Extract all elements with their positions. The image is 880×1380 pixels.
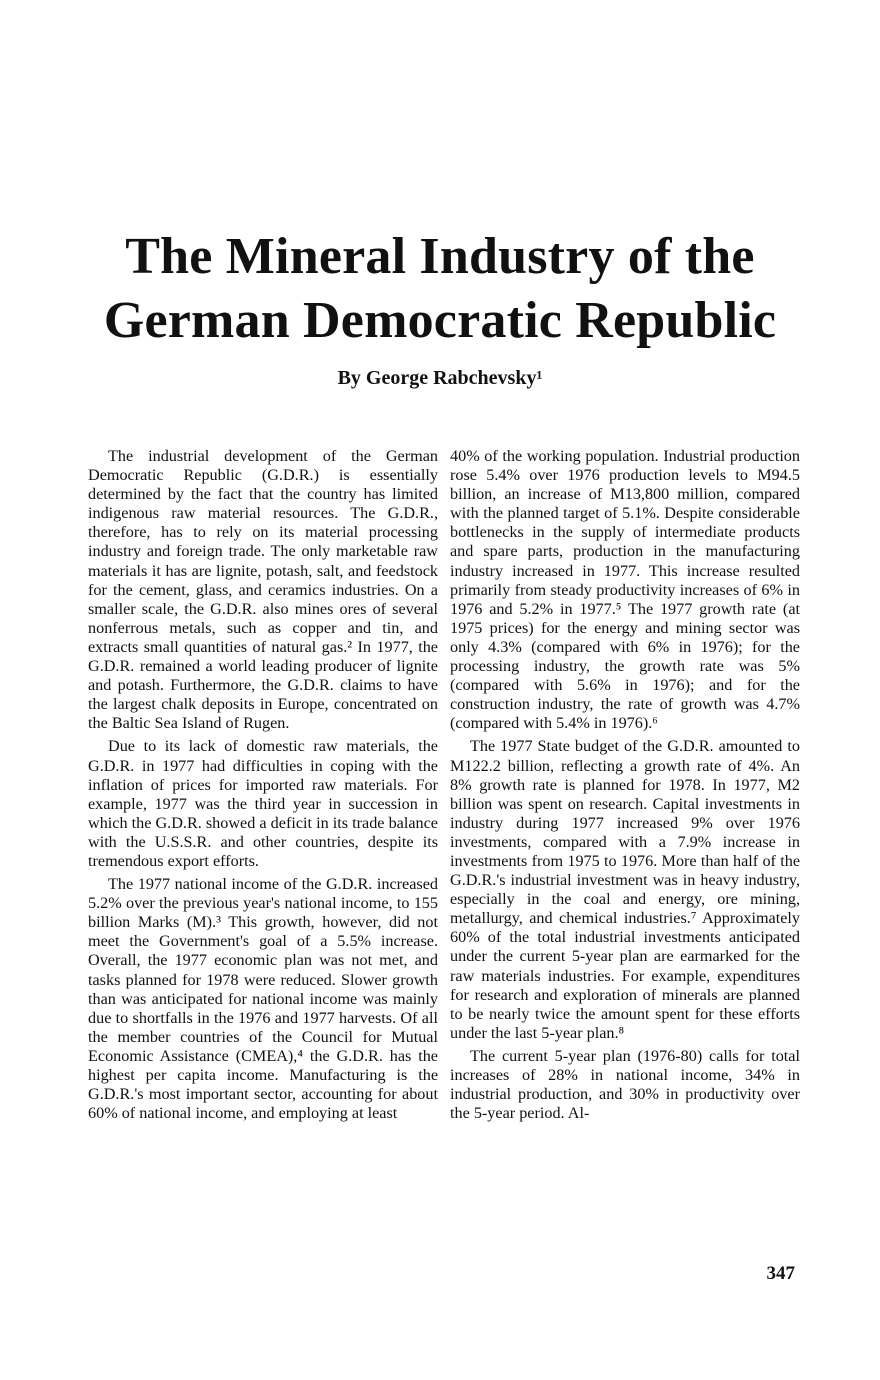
paragraph-state-budget: The 1977 State budget of the G.D.R. amounted to M122.2 billion, reflecting a growth rate of 4%. An 8% growth rate is planned for 1978. In 1977, M2 billion was spent on research. Capital investments in industry during 1977 increased 9% over 1976 investments, compared with a 7.9% increase in investments from 1975 to 1976. More than half of the G.D.R.'s industrial investment was in heavy industry, especially in the coal and energy, ore mining, metallurgy, and chemical industries.⁷ Approximately 60% of the total industrial investments anticipated under the current 5-year plan are earmarked for the raw materials industries. For example, expenditures for research and exploration of minerals are planned to be nearly twice the amount spent for these efforts under the last 5-year plan.⁸ xyxy=(450,737,800,1042)
left-column xyxy=(88,447,438,1123)
title-line-2: German Democratic Republic xyxy=(103,292,777,349)
author-byline: By George Rabchevsky¹ xyxy=(337,367,543,389)
paragraph-raw-materials: Due to its lack of domestic raw materials, the G.D.R. in 1977 had difficulties in coping with the inflation of prices for imported raw materials. For example, 1977 was the third year in succession in which the G.D.R. showed a deficit in its trade balance with the U.S.S.R. and other countries, despite its tremendous export efforts. xyxy=(88,737,438,870)
paragraph-intro: The industrial development of the German Democratic Republic (G.D.R.) is essentially determined by the fact that the country has limited indigenous raw material resources. The G.D.R., therefore, has to rely on its material processing industry and foreign trade. The only marketable raw materials it has are lignite, potash, salt, and feedstock for the cement, glass, and ceramics industries. On a smaller scale, the G.D.R. also mines ores of several nonferrous metals, such as copper and tin, and extracts small quantities of natural gas.² In 1977, the G.D.R. remained a world leading producer of lignite and potash. Furthermore, the G.D.R. claims to have the largest chalk deposits in Europe, concentrated on the Baltic Sea Island of Rugen. xyxy=(88,447,438,733)
paragraph-working-population: 40% of the working population. Industrial production rose 5.4% over 1976 production levels to M94.5 billion, an increase of M13,800 million, compared with the planned target of 5.1%. Despite considerable bottlenecks in the supply of intermediate products and spare parts, production in the manufacturing industry increased in 1977. This increase resulted primarily from steady productivity increases of 6% in 1976 and 5.2% in 1977.⁵ The 1977 growth rate (at 1975 prices) for the energy and mining sector was only 4.3% (compared with 6% in 1976); for the processing industry, the growth rate was 5% (compared with 5.6% in 1976); and for the construction industry, the rate of growth was 4.7% (compared with 5.4% in 1976).⁶ xyxy=(450,447,800,733)
article-title xyxy=(60,225,820,353)
title-line-1: The Mineral Industry of the xyxy=(125,228,755,285)
right-column xyxy=(450,447,800,1123)
paragraph-five-year-plan: The current 5-year plan (1976-80) calls for total increases of 28% in national income, 34% in industrial production, and 30% in productivity over the 5-year period. Al- xyxy=(450,1046,800,1123)
page-number: 347 xyxy=(766,1263,795,1284)
paragraph-national-income: The 1977 national income of the G.D.R. increased 5.2% over the previous year's national income, to 155 billion Marks (M).³ This growth, however, did not meet the Government's goal of a 5.5% increase. Overall, the 1977 economic plan was not met, and tasks planned for 1978 were reduced. Slower growth than was anticipated for national income was mainly due to shortfalls in the 1976 and 1977 harvests. Of all the member countries of the Council for Mutual Economic Assistance (CMEA),⁴ the G.D.R. has the highest per capita income. Manufacturing is the G.D.R.'s most important sector, accounting for about 60% of national income, and employing at least xyxy=(88,875,438,1123)
